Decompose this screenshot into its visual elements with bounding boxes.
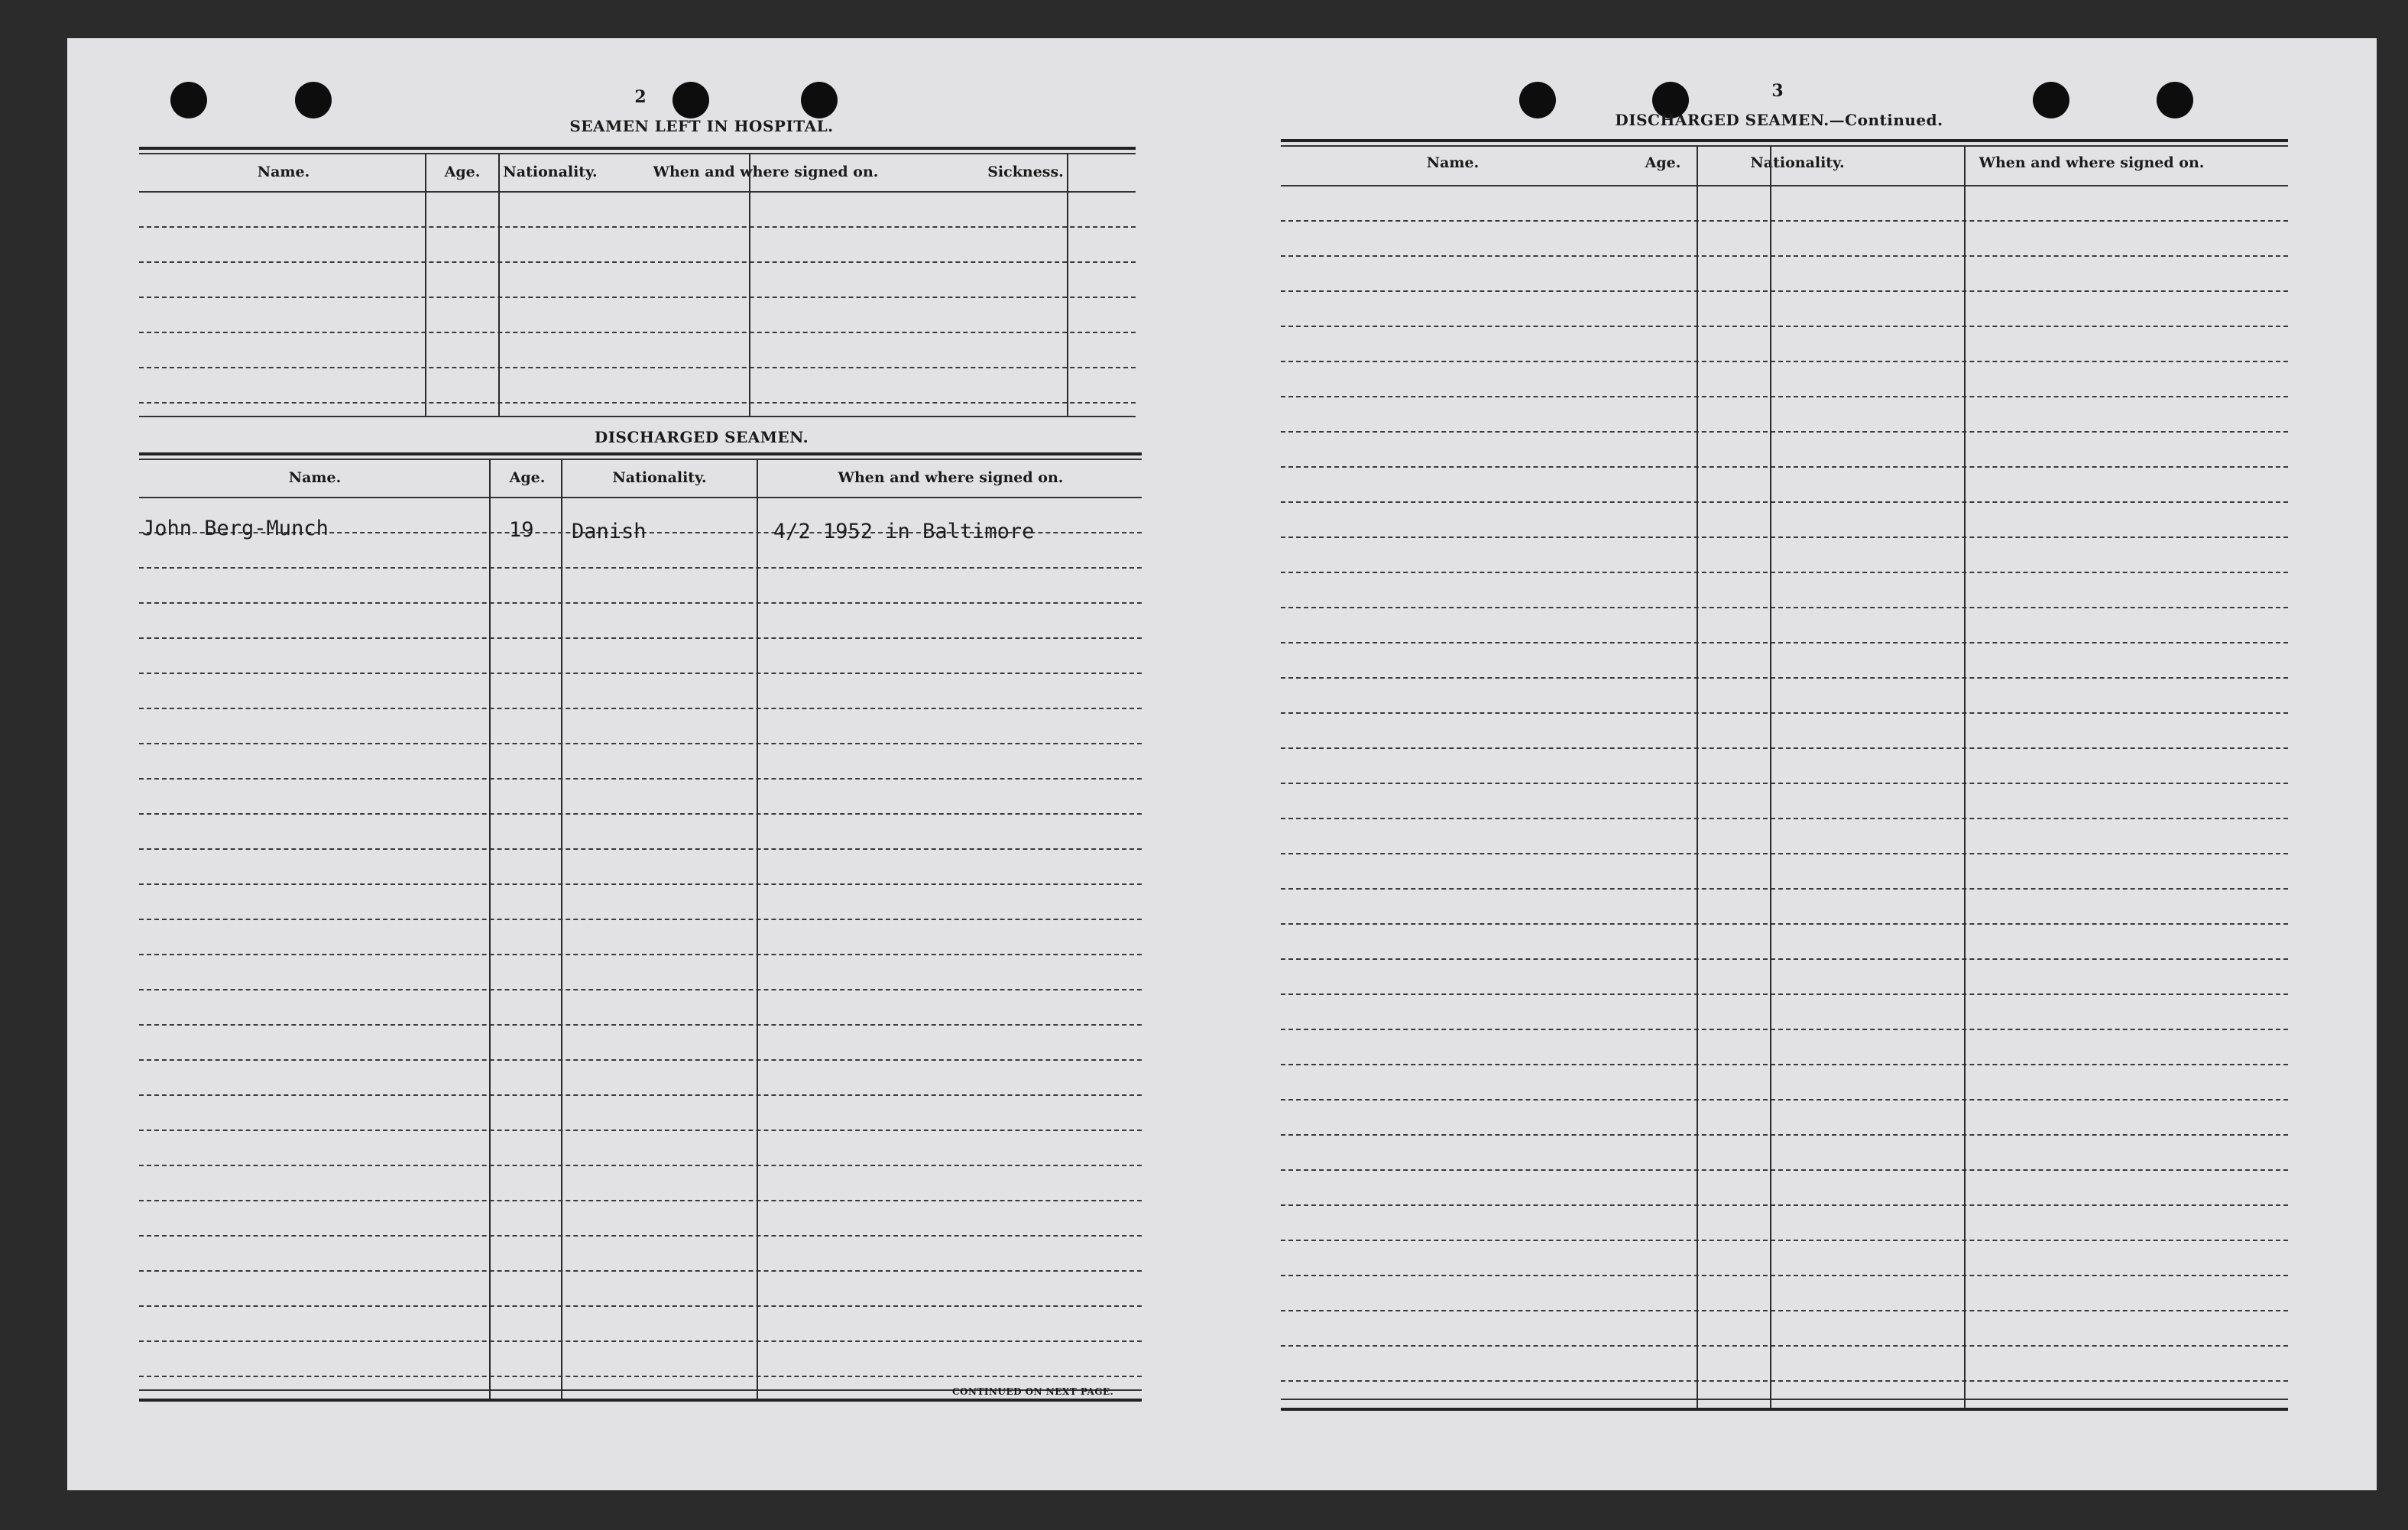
continued-note: CONTINUED ON NEXT PAGE.	[952, 1386, 1114, 1397]
column-header-signed-on: When and where signed on.	[653, 164, 879, 180]
document-sheet	[67, 38, 2377, 1490]
table-row-nationality: Danish	[572, 520, 647, 543]
punch-hole	[2033, 82, 2069, 118]
column-header-age: Age.	[509, 469, 546, 486]
punch-hole	[2157, 82, 2193, 118]
column-header-signed-on: When and where signed on.	[838, 469, 1064, 486]
table-row-signed-on: 4/2 1952 in Baltimore	[773, 520, 1035, 543]
punch-hole	[295, 82, 332, 118]
punch-hole	[672, 82, 709, 118]
hospital-table	[139, 147, 1136, 451]
column-header-sickness: Sickness.	[987, 164, 1064, 180]
discharged-continued-title: DISCHARGED SEAMEN.—Continued.	[1615, 111, 1943, 129]
punch-hole	[170, 82, 207, 118]
column-header-nationality: Nationality.	[612, 469, 707, 486]
column-header-name: Name.	[257, 164, 310, 180]
table-row-age: 19	[509, 518, 534, 542]
page-number-left: 2	[634, 87, 647, 107]
table-row-name: John Berg-Munch	[142, 517, 329, 540]
column-header-signed-on: When and where signed on.	[1979, 154, 2205, 171]
discharged-table-right	[1281, 139, 2288, 1423]
column-header-age: Age.	[444, 164, 481, 180]
discharged-section-title: DISCHARGED SEAMEN.	[594, 428, 809, 446]
column-header-nationality: Nationality.	[1750, 154, 1845, 171]
punch-hole	[801, 82, 838, 118]
column-header-name: Name.	[1426, 154, 1479, 171]
page-number-right: 3	[1771, 81, 1784, 101]
column-header-nationality: Nationality.	[503, 164, 598, 180]
hospital-section-title: SEAMEN LEFT IN HOSPITAL.	[569, 117, 834, 135]
discharged-table-left	[139, 452, 1142, 1415]
column-header-age: Age.	[1645, 154, 1681, 171]
column-header-name: Name.	[288, 469, 342, 486]
